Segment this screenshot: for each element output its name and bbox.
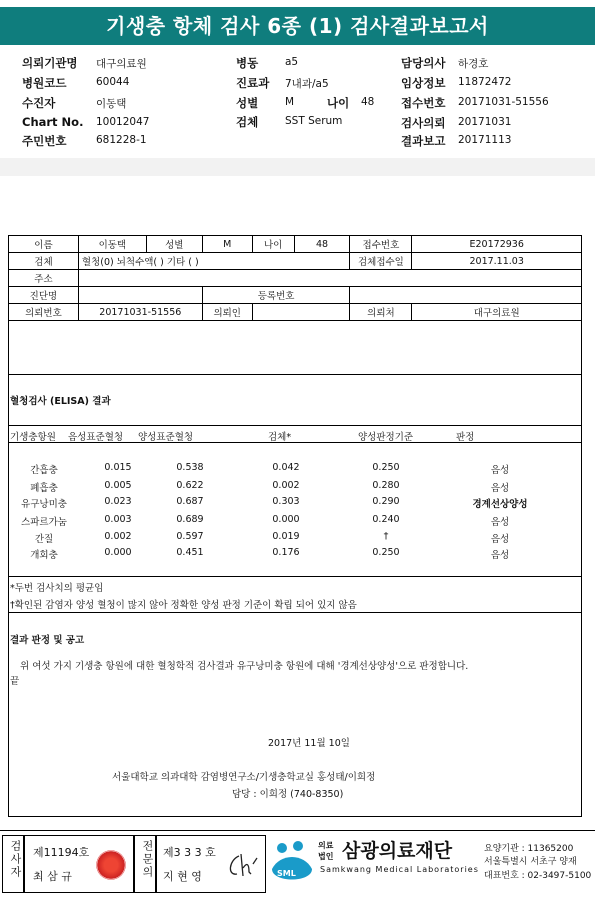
specimen-value: 혈청(0) 뇌척수액( ) 기타 ( ) [78,253,350,270]
signature-icon [225,850,261,880]
col-antigen: 기생충항원 [10,432,56,443]
info-phone: 대표번호 : 02-3497-5100 [484,871,592,881]
result-cell-antigen: 간질 [34,534,54,545]
result-cell-sample: 0.019 [272,531,300,542]
header-clinical-info: 임상정보 11872472 [401,76,512,90]
specimen-date-value: 2017.11.03 [412,253,582,270]
result-cell-pos: 0.689 [176,514,204,525]
age-label: 나이 [252,236,294,253]
result-cell-pos: 0.622 [176,480,204,491]
result-cell-result: 음성 [490,517,510,528]
header-resident-no: 주민번호 681228-1 [22,134,147,148]
result-cell-antigen: 개회충 [30,550,58,561]
col-result: 판정 [456,432,475,443]
conclusion-end: 끝 [10,676,20,687]
inspector-label-box [2,835,24,893]
info-code: 요양기관 : 11365200 [484,844,574,854]
inspector-box [24,835,134,893]
specialist-label-box [134,835,156,893]
header-age: 나이 48 [327,96,375,110]
result-cell-result: 음성 [490,465,510,476]
result-cell-result: 음성 [490,534,510,545]
result-cell-antigen: 폐흡충 [30,483,58,494]
header-hospital-code: 병원코드 60044 [22,76,130,90]
col-cutoff: 양성판정기준 [358,432,414,443]
address-value [78,270,581,287]
request-no-label: 의뢰번호 [9,304,79,321]
result-cell-neg: 0.005 [104,480,132,491]
footer [0,830,595,896]
header-report-date: 결과보고 20171113 [401,134,512,148]
header-chart-no: Chart No. 10012047 [22,115,150,129]
result-cell-antigen: 스파르가눔 [21,517,67,528]
note-average: *두번 검사치의 평균임 [10,583,104,594]
diagnosis-value [78,287,202,304]
organization-line: 서울대학교 의과대학 감염병연구소/기생충학교실 홍성태/이희정 [112,772,376,783]
result-cell-sample: 0.176 [272,547,300,558]
result-cell-result: 음성 [490,550,510,561]
address-label: 주소 [9,270,79,287]
result-cell-cutoff: 0.280 [372,480,400,491]
specimen-date-label: 검체접수일 [350,253,412,270]
result-cell-neg: 0.023 [104,496,132,507]
result-cell-neg: 0.002 [104,531,132,542]
result-cell-result: 음성 [490,483,510,494]
org-name: 삼광의료재단 [342,840,453,862]
result-cell-cutoff: 0.290 [372,496,400,507]
result-cell-sample: 0.303 [272,496,300,507]
result-cell-cutoff: 0.250 [372,462,400,473]
col-sample: 검체* [268,432,292,443]
specialist-no: 제3 3 3 호 [163,846,216,859]
divider-band [0,158,595,176]
result-cell-neg: 0.000 [104,547,132,558]
logo-text: SML [277,869,296,878]
inspector-label: 검사자 [9,840,22,879]
result-cell-antigen: 유구낭미충 [21,499,67,510]
divider [8,425,582,426]
header-institution: 의뢰기관명 대구의료원 [22,56,147,70]
registration-label: 등록번호 [202,287,350,304]
name-label: 이름 [9,236,79,253]
specialist-label: 전문의 [141,840,154,879]
divider [8,576,582,577]
header-request-date: 검사의뢰 20171031 [401,116,512,130]
receipt-value: E20172936 [412,236,582,253]
note-cutoff: †확인된 감염자 양성 혈청이 많지 않아 정확한 양성 판정 기준이 확립 되어 있지 않음 [10,600,357,611]
request-place-label: 의뢰처 [350,304,412,321]
specialist-name: 지 현 영 [163,870,202,883]
col-neg-std: 음성표준혈청 [68,432,124,443]
report-title: 기생충 항체 검사 6종 (1) 검사결과보고서 [0,7,595,45]
result-cell-pos: 0.687 [176,496,204,507]
inspector-name: 최 삼 규 [33,870,72,883]
conclusion-text: 위 여섯 가지 기생충 항원에 대한 혈청학적 검사결과 유구낭미충 항원에 대해 '경계선상양성'으로 판정합니다. [20,661,469,672]
registration-value [350,287,582,304]
divider [8,374,582,375]
result-cell-neg: 0.003 [104,514,132,525]
header-ward: 병동 a5 [236,56,299,70]
requester-label: 의뢰인 [202,304,252,321]
result-cell-pos: 0.538 [176,462,204,473]
header-doctor: 담당의사 하경호 [401,56,489,70]
specialist-box [156,835,266,893]
seal-stamp [95,849,127,881]
result-cell-neg: 0.015 [104,462,132,473]
header-sex: 성별 M [236,96,295,110]
result-cell-sample: 0.042 [272,462,300,473]
section-title: 혈청검사 (ELISA) 결과 [10,396,111,407]
org-english-name: Samkwang Medical Laboratories [320,865,479,874]
header-specimen: 검체 SST Serum [236,115,343,129]
result-cell-cutoff: 0.250 [372,547,400,558]
contact-line: 담당 : 이희정 (740-8350) [232,789,344,800]
org-small-1: 의료 [318,841,334,850]
inspector-no: 제11194호 [33,846,90,859]
requester-value [252,304,350,321]
conclusion-title: 결과 판정 및 공고 [10,635,85,646]
header-patient: 수진자 이동택 [22,96,127,110]
patient-info-table [8,235,582,321]
sex-value: M [202,236,252,253]
org-small-2: 법인 [318,852,334,861]
sex-label: 성별 [146,236,202,253]
request-place-value: 대구의료원 [412,304,582,321]
header-receipt-no: 접수번호 20171031-51556 [401,96,549,110]
name-value: 이동택 [78,236,146,253]
result-cell-antigen: 간흡충 [30,465,58,476]
result-cell-sample: 0.002 [272,480,300,491]
specimen-label: 검체 [9,253,79,270]
info-address: 서울특별시 서초구 양재 [484,857,577,867]
divider [8,442,582,443]
age-value: 48 [294,236,350,253]
request-no-value: 20171031-51556 [78,304,202,321]
sml-logo-icon [270,839,314,889]
divider [8,612,582,613]
result-cell-sample: 0.000 [272,514,300,525]
diagnosis-label: 진단명 [9,287,79,304]
col-pos-std: 양성표준혈청 [138,432,194,443]
result-cell-result: 경계선상양성 [472,499,528,510]
result-cell-cutoff: 0.240 [372,514,400,525]
report-date: 2017년 11월 10일 [268,738,350,749]
header-department: 진료과 7내과/a5 [236,76,329,90]
result-cell-pos: 0.451 [176,547,204,558]
result-cell-pos: 0.597 [176,531,204,542]
result-cell-cutoff: † [383,531,389,542]
receipt-label: 접수번호 [350,236,412,253]
